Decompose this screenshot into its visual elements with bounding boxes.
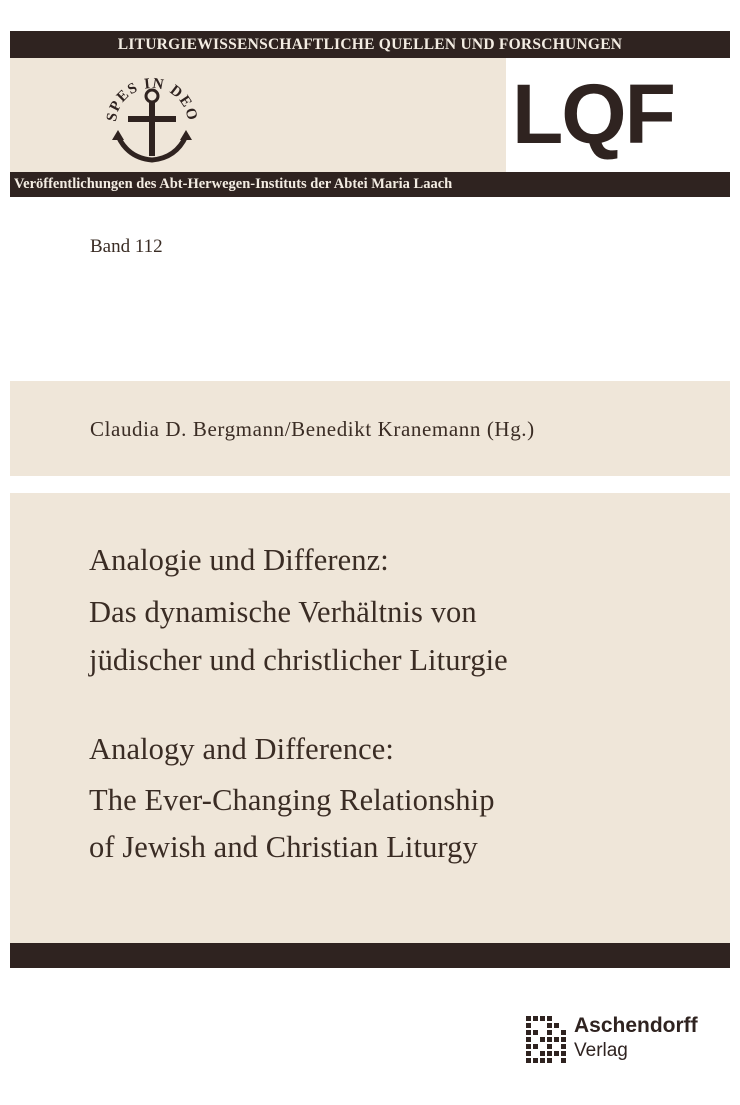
title-line-de-1: Analogie und Differenz: <box>89 543 389 577</box>
publisher-logo <box>524 1012 724 1072</box>
lqf-panel <box>506 58 730 172</box>
volume-number: Band 112 <box>90 236 163 257</box>
title-panel <box>10 493 730 943</box>
publisher-name: Aschendorff <box>574 1014 698 1037</box>
title-line-en-1: Analogy and Difference: <box>89 732 394 766</box>
series-title-band <box>10 31 730 58</box>
series-title: LITURGIEWISSENSCHAFTLICHE QUELLEN UND FORSCHUNGEN <box>117 36 623 53</box>
publisher-mark-icon <box>524 1014 568 1064</box>
editors: Claudia D. Bergmann/Benedikt Kranemann (Hg.) <box>90 417 535 441</box>
bottom-band <box>10 943 730 968</box>
title-line-de-2: Das dynamische Verhältnis von <box>89 595 477 629</box>
institute-line: Veröffentlichungen des Abt-Herwegen-Instituts der Abtei Maria Laach <box>14 176 453 192</box>
title-line-en-3: of Jewish and Christian Liturgy <box>89 830 478 864</box>
title-line-de-3: jüdischer und christlicher Liturgie <box>89 643 508 677</box>
institute-band <box>10 172 730 197</box>
logo-panel <box>10 58 506 172</box>
anchor-emblem-icon <box>98 62 206 170</box>
editor-panel <box>10 381 730 476</box>
publisher-sub: Verlag <box>574 1040 628 1061</box>
title-line-en-2: The Ever-Changing Relationship <box>89 783 495 817</box>
series-abbreviation: LQF <box>512 67 674 161</box>
emblem-motto: SPES IN DEO <box>103 75 201 123</box>
